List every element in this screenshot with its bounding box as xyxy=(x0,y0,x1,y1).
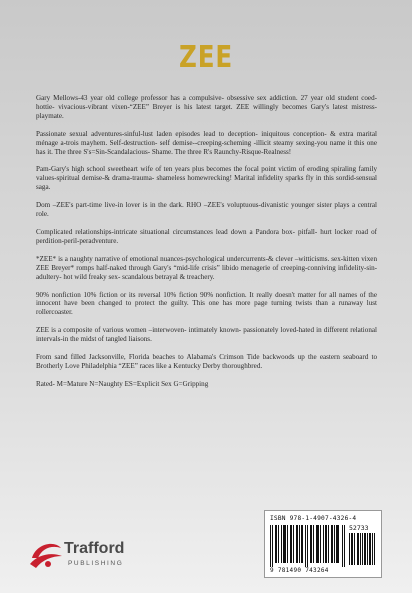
blurb-paragraph: Gary Mellows-43 year old college professor has a compulsive- obsessive sex addiction. 27 year old student coed- hottie- vivacious-vibrant vixen-“ZEE” Breyer is his latest target. ZEE willingly becomes Gary's latest mistress-playmate. xyxy=(36,94,377,120)
publisher-name: Trafford xyxy=(64,540,125,557)
barcode-addon-bars-icon xyxy=(349,533,375,565)
publisher-logo xyxy=(28,538,138,578)
book-title: ZEE xyxy=(179,40,233,75)
barcode-addon-number: 52733 xyxy=(349,524,369,532)
rating-line: Rated- M=Mature N=Naughty ES=Explicit Sex G=Gripping xyxy=(36,379,209,388)
blurb-paragraph: Passionate sexual adventures-sinful-lust laden episodes lead to deception- iniquitous conception- & extra marital ménage a-trois mayhem. Self-destruction- self demise--creeping-scheming -illicit steamy sexing-you name it this one has it. The three S's=Sin-Scandalacious- Shame. The three R's Raunchy-Risque-Realness! xyxy=(36,129,377,156)
blurb-paragraph: Complicated relationships-intricate situational circumstances lead down a Pandora box- pitfall- hurt locker road of perdition-peril-peradventure. xyxy=(36,227,377,245)
blurb-paragraph: Dom –ZEE's part-time live-in lover is in the dark. RHO –ZEE's voluptuous-divanistic younger sister plays a central role. xyxy=(36,201,377,219)
publisher-tagline: PUBLISHING xyxy=(68,560,124,567)
blurb-paragraph: *ZEE* is a naughty narrative of emotional nuances-psychological undercurrents-& clever –witticisms. sex-kitten vixen ZEE Breyer* romps half-naked through Gary's “mid-life crisis” libido menagerie of creeping-conniving infidelity-sin-adultery- hot wild freaky sex- scandalous betrayal & treachery. xyxy=(36,254,377,281)
blurb-paragraph: ZEE is a composite of various women –interwoven- intimately known- passionately loved-hated in different relational intervals-in the midst of tangled liaisons. xyxy=(36,326,377,344)
blurb xyxy=(36,94,377,398)
barcode-bars-icon xyxy=(270,525,346,567)
trafford-swoosh-icon xyxy=(28,538,64,574)
blurb-paragraph: From sand filled Jacksonville, Florida beaches to Alabama's Crimson Tide backwoods up the eastern seaboard to Brotherly Love Philadelphia “ZEE” races like a Kentucky Derby thoroughbred. xyxy=(36,353,377,370)
barcode-digits: 9 781490 743264 xyxy=(270,567,329,574)
isbn-barcode xyxy=(264,510,382,578)
blurb-paragraph: Pam-Gary's high school sweetheart wife of ten years plus becomes the focal point victim of eroding spiraling family values-spiritual demise-& drama-trauma- shameless homewrecking! Marital infidelity sparks fly in this sordid-sensual saga. xyxy=(36,165,377,192)
blurb-paragraph: 90% nonfiction 10% fiction or its reversal 10% fiction 90% nonfiction. It really doesn't matter for all names of the innocent have been changed to protect the guilty. This one has more page turning twists than a runaway lust rollercoaster. xyxy=(36,290,377,317)
isbn-text: ISBN 978-1-4907-4326-4 xyxy=(270,515,357,522)
